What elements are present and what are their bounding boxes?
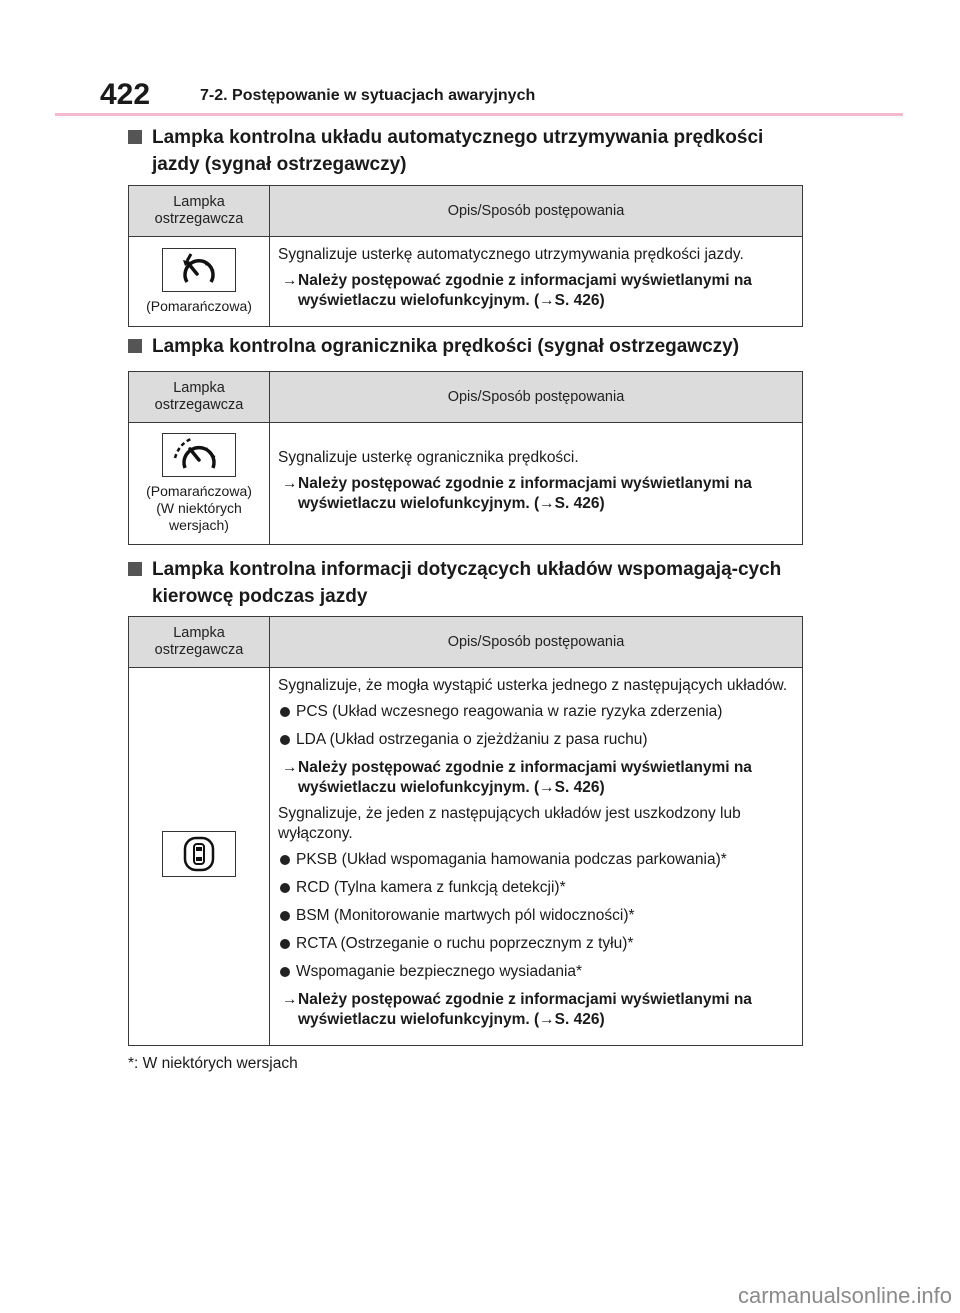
list-item: BSM (Monitorowanie martwych pól widoczności)* [278,906,798,926]
col-header-lamp: Lampka ostrzegawcza [129,617,270,668]
header-rule [55,113,903,116]
desc-text: Sygnalizuje usterkę ogranicznika prędkości. [278,448,579,466]
desc-text: Sygnalizuje usterkę automatycznego utrzymywania prędkości jazdy. [278,246,744,263]
col-header-desc: Opis/Sposób postępowania [270,186,803,237]
lamp-color-label: (Pomarańczowa) [146,298,252,314]
warning-table-driving-assist [128,616,803,1046]
list-item: RCTA (Ostrzeganie o ruchu poprzecznym z tyłu)* [278,934,798,954]
page-number: 422 [100,78,151,111]
action-text: → Należy postępować zgodnie z informacjami wyświetlanymi na wyświetlaczu wielofunkcyjnym. (→S. 426) [282,759,752,796]
warning-table-cruise [128,185,803,327]
lamp-cell [129,668,270,1046]
col-header-desc: Opis/Sposób postępowania [270,617,803,668]
section-title-limiter: Lampka kontrolna ogranicznika prędkości (sygnał ostrzegawczy) [128,333,808,360]
square-bullet-icon [128,562,142,576]
page-header [100,78,900,118]
square-bullet-icon [128,339,142,353]
arrow-icon: → [282,272,298,289]
desc-text: Sygnalizuje, że mogła wystąpić usterka jednego z następujących układów. [278,677,788,694]
list-item: LDA (Układ ostrzegania o zjeżdżaniu z pasa ruchu) [278,730,798,750]
cruise-control-warning-icon [162,248,236,292]
chapter-title: 7-2. Postępowanie w sytuacjach awaryjnych [200,87,536,104]
watermark: carmanualsonline.info [737,1283,952,1308]
desc-text: Sygnalizuje, że jeden z następujących układów jest uszkodzony lub wyłączony. [278,805,741,842]
list-item: PKSB (Układ wspomagania hamowania podczas parkowania)* [278,850,798,870]
square-bullet-icon [128,130,142,144]
lamp-color-label: (Pomarańczowa) [146,483,252,499]
list-item: PCS (Układ wczesnego reagowania w razie ryzyka zderzenia) [278,702,798,722]
action-text: → Należy postępować zgodnie z informacjami wyświetlanymi na wyświetlaczu wielofunkcyjnym. (→S. 426) [282,272,752,309]
arrow-icon: → [282,474,298,492]
arrow-icon: → [282,991,298,1008]
action-text: → Należy postępować zgodnie z informacjami wyświetlanymi na wyświetlaczu wielofunkcyjnym. (→S. 426) [282,474,752,512]
speed-limiter-warning-icon [162,433,236,477]
section-title-driving-assist: Lampka kontrolna informacji dotyczących układów wspomagają-cych kierowcę podczas jazdy [128,556,808,610]
arrow-icon: → [282,759,298,776]
warning-table-limiter [128,371,803,545]
lamp-cell [129,423,270,545]
section-title-cruise: Lampka kontrolna układu automatycznego utrzymywania prędkości jazdy (sygnał ostrzegawczy) [128,124,808,178]
lamp-cell [129,237,270,327]
desc-cell [270,668,803,1046]
lamp-version-note: (W niektórych wersjach) [156,500,242,533]
list-item: RCD (Tylna kamera z funkcją detekcji)* [278,878,798,898]
desc-cell [270,423,803,545]
col-header-lamp: Lampka ostrzegawcza [129,372,270,423]
action-text: → Należy postępować zgodnie z informacjami wyświetlanymi na wyświetlaczu wielofunkcyjnym. (→S. 426) [282,991,752,1028]
col-header-lamp: Lampka ostrzegawcza [129,186,270,237]
desc-cell [270,237,803,327]
driving-assist-warning-icon [162,831,236,877]
footnote: *: W niektórych wersjach [128,1055,298,1072]
list-item: Wspomaganie bezpiecznego wysiadania* [278,962,798,982]
col-header-desc: Opis/Sposób postępowania [270,372,803,423]
